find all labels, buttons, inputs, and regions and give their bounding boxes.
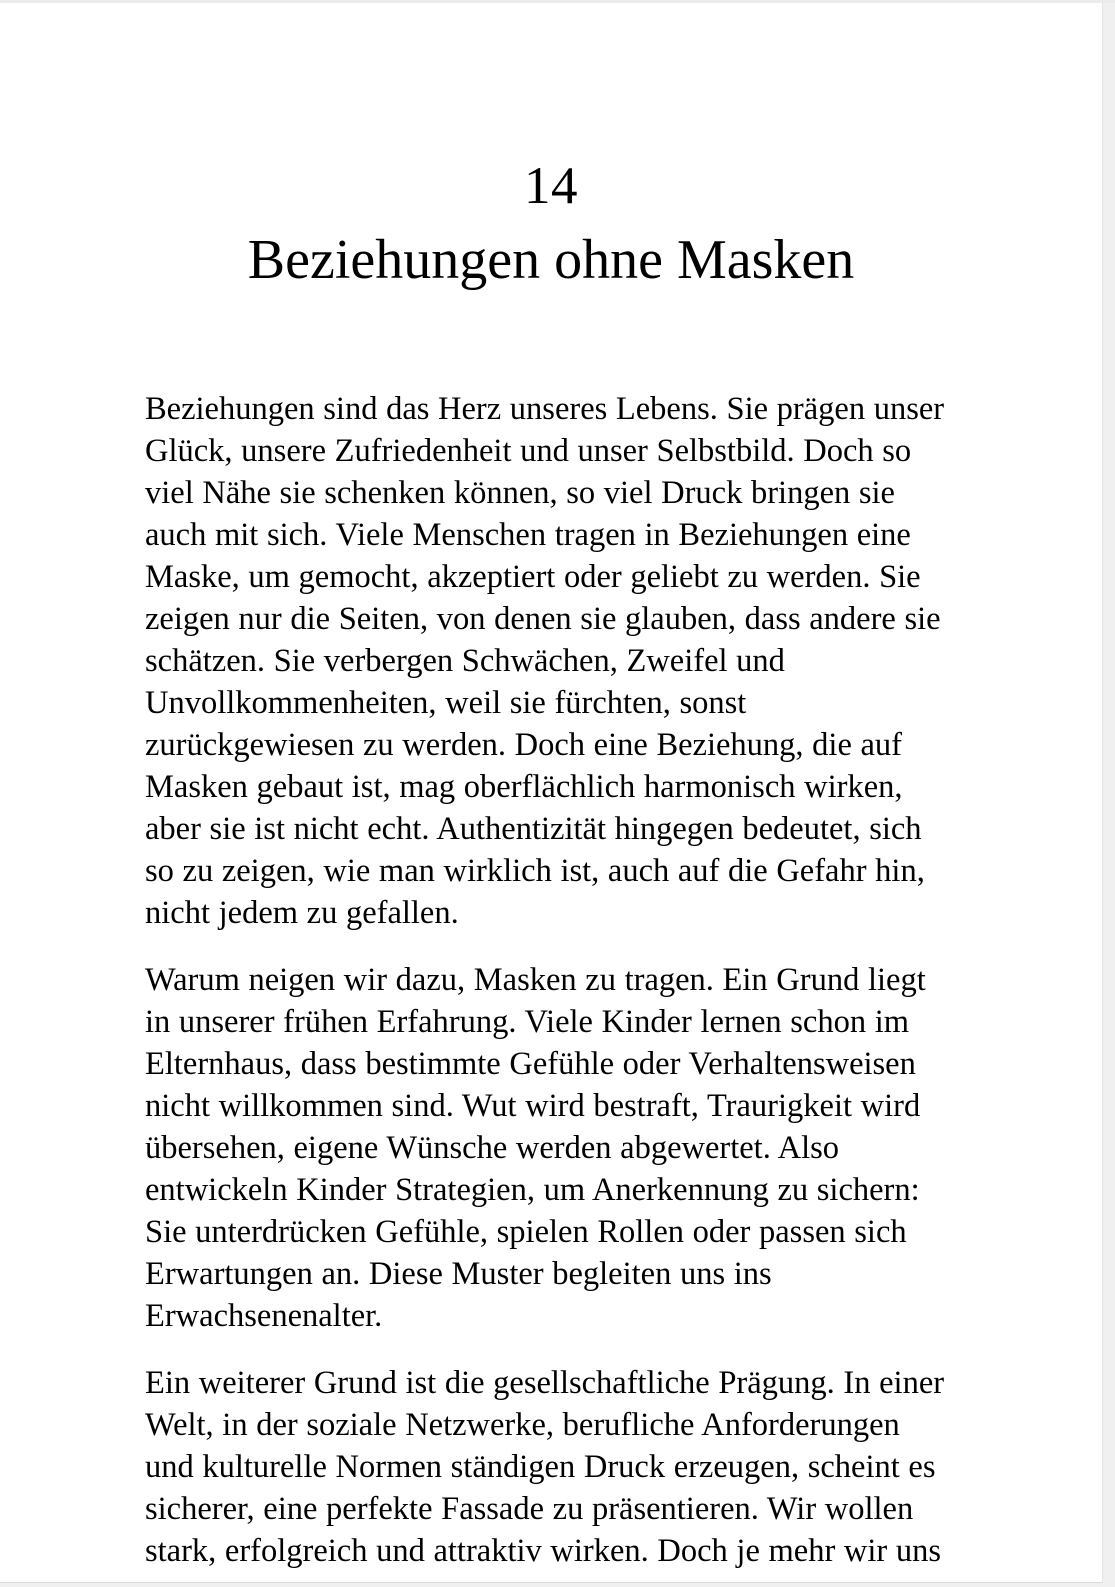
chapter-number: 14 [524, 157, 578, 215]
chapter-header [0, 3, 1102, 293]
chapter-title: Beziehungen ohne Masken [247, 229, 855, 291]
document-page [0, 3, 1103, 1583]
paragraph: Ein weiterer Grund ist die gesellschaftliche Prägung. In einer Welt, in der soziale Netzwerke, berufliche Anforderungen und kulturelle Normen ständigen Druck erzeugen, scheint es sicherer, eine perfekte Fassade zu präsentieren. Wir wollen stark, erfolgreich und attraktiv wirken. Doch je mehr wir uns [145, 1364, 945, 1569]
body-text [0, 331, 1102, 1572]
paragraph: Beziehungen sind das Herz unseres Lebens. Sie prägen unser Glück, unsere Zufriedenheit und unser Selbstbild. Doch so viel Nähe sie schenken können, so viel Druck bringen sie auch mit sich. Viele Menschen tragen in Beziehungen eine Maske, um gemocht, akzeptiert oder geliebt zu werden. Sie zeigen nur die Seiten, von denen sie glauben, dass andere sie schätzen. Sie verbergen Schwächen, Zweifel und Unvollkommenheiten, weil sie fürchten, sonst zurückgewiesen zu werden. Doch eine Beziehung, die auf Masken gebaut ist, mag oberflächlich harmonisch wirken, aber sie ist nicht echt. Authentizität hingegen bedeutet, sich so zu zeigen, wie man wirklich ist, auch auf die Gefahr hin, nicht jedem zu gefallen. [145, 390, 945, 931]
paragraph: Warum neigen wir dazu, Masken zu tragen. Ein Grund liegt in unserer frühen Erfahrung. Viele Kinder lernen schon im Elternhaus, dass bestimmte Gefühle oder Verhaltensweisen nicht willkommen sind. Wut wird bestraft, Traurigkeit wird übersehen, eigene Wünsche werden abgewertet. Also entwickeln Kinder Strategien, um Anerkennung zu sichern: Sie unterdrücken Gefühle, spielen Rollen oder passen sich Erwartungen an. Diese Muster begleiten uns ins Erwachsenenalter. [145, 961, 926, 1334]
